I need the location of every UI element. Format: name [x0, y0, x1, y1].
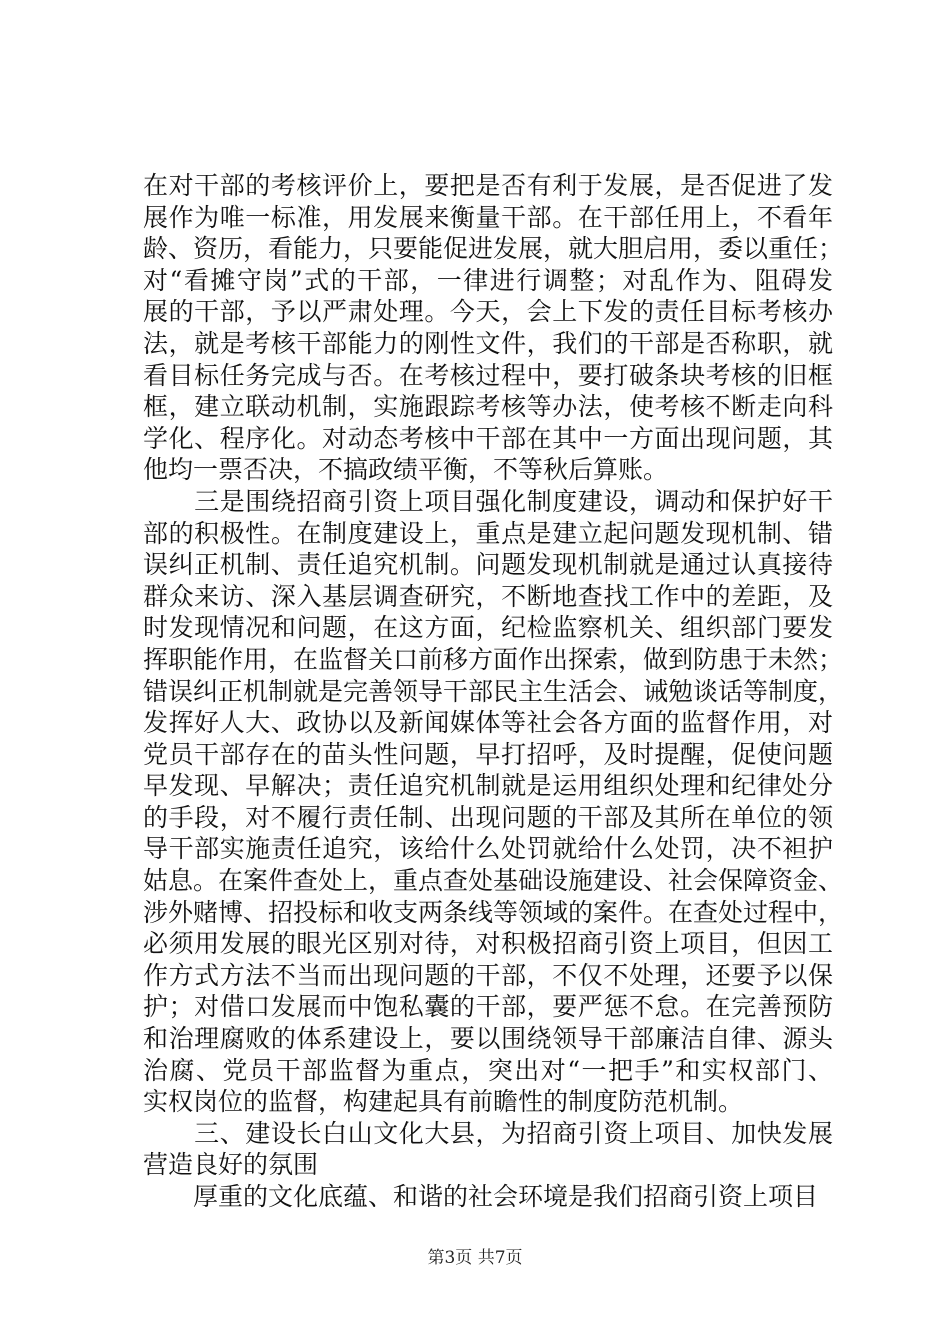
- text-line: 法，就是考核干部能力的刚性文件，我们的干部是否称职，就: [143, 328, 833, 358]
- text-line: 看目标任务完成与否。在考核过程中，要打破条块考核的旧框: [143, 360, 833, 390]
- text-line: 展作为唯一标准，用发展来衡量干部。在干部任用上，不看年: [143, 202, 833, 232]
- text-line: 学化、程序化。对动态考核中干部在其中一方面出现问题，其: [143, 423, 833, 453]
- text-line: 误纠正机制、责任追究机制。问题发现机制就是通过认真接待: [143, 550, 833, 580]
- text-line: 党员干部存在的苗头性问题，早打招呼，及时提醒，促使问题: [143, 739, 833, 769]
- text-line: 他均一票否决，不搞政绩平衡，不等秋后算账。: [143, 455, 669, 485]
- text-line: 三是围绕招商引资上项目强化制度建设，调动和保护好干: [143, 486, 833, 516]
- text-line: 护；对借口发展而中饱私囊的干部，要严惩不怠。在完善预防: [143, 992, 833, 1022]
- text-line: 早发现、早解决；责任追究机制就是运用组织处理和纪律处分: [143, 771, 833, 801]
- text-line: 框，建立联动机制，实施跟踪考核等办法，使考核不断走向科: [143, 392, 833, 422]
- text-line: 必须用发展的眼光区别对待，对积极招商引资上项目，但因工: [143, 929, 833, 959]
- text-line: 涉外赌博、招投标和收支两条线等领域的案件。在查处过程中，: [143, 897, 844, 927]
- text-line: 龄、资历，看能力，只要能促进发展，就大胆启用，委以重任；: [143, 234, 844, 264]
- text-line: 在对干部的考核评价上，要把是否有利于发展，是否促进了发: [143, 171, 833, 200]
- page-footer: 第3页 共7页: [427, 1248, 523, 1268]
- text-line: 挥职能作用，在监督关口前移方面作出探索，做到防患于未然；: [143, 644, 844, 674]
- text-line: 姑息。在案件查处上，重点查处基础设施建设、社会保障资金、: [143, 866, 844, 896]
- text-line: 的手段，对不履行责任制、出现问题的干部及其所在单位的领: [143, 802, 833, 832]
- text-line: 作方式方法不当而出现问题的干部，不仅不处理，还要予以保: [143, 960, 833, 990]
- text-line: 群众来访、深入基层调查研究，不断地查找工作中的差距，及: [143, 581, 833, 611]
- text-line: 对“看摊守岗”式的干部，一律进行调整；对乱作为、阻碍发: [143, 265, 833, 295]
- text-line: 治腐、党员干部监督为重点，突出对“一把手”和实权部门、: [143, 1055, 833, 1085]
- text-line: 错误纠正机制就是完善领导干部民主生活会、诫勉谈话等制度，: [143, 676, 844, 706]
- text-line: 实权岗位的监督，构建起具有前瞻性的制度防范机制。: [143, 1087, 744, 1117]
- body-text: [143, 170, 844, 1213]
- text-line: 营造良好的氛围: [143, 1150, 319, 1180]
- text-line: 发挥好人大、政协以及新闻媒体等社会各方面的监督作用，对: [143, 708, 833, 738]
- text-line: 三、建设长白山文化大县，为招商引资上项目、加快发展: [143, 1118, 833, 1148]
- text-line: 导干部实施责任追究，该给什么处罚就给什么处罚，决不袒护: [143, 834, 833, 864]
- text-line: 展的干部，予以严肃处理。今天，会上下发的责任目标考核办: [143, 297, 833, 327]
- text-line: 和治理腐败的体系建设上，要以围绕领导干部廉洁自律、源头: [143, 1024, 833, 1054]
- text-line: 厚重的文化底蕴、和谐的社会环境是我们招商引资上项目: [143, 1182, 819, 1211]
- text-line: 时发现情况和问题，在这方面，纪检监察机关、组织部门要发: [143, 613, 833, 643]
- text-line: 部的积极性。在制度建设上，重点是建立起问题发现机制、错: [143, 518, 833, 548]
